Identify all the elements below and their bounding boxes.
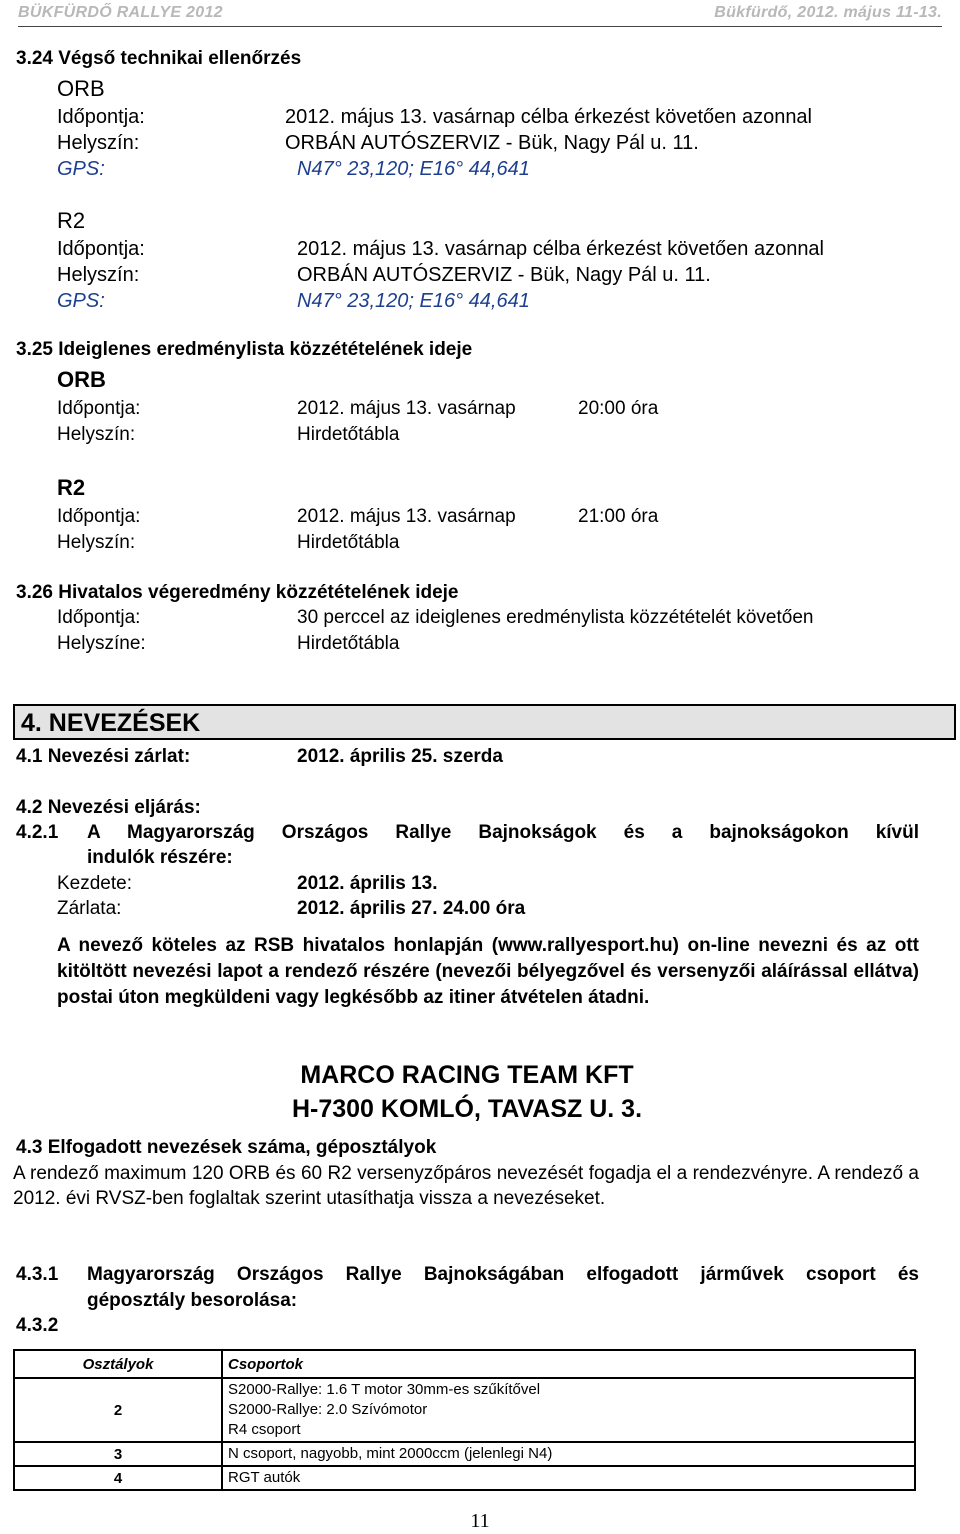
table-cell-groups — [222, 1378, 915, 1442]
s41-label: 4.1 Nevezési zárlat: — [16, 746, 191, 767]
s421-line2: indulók részére: — [87, 847, 233, 868]
s325-r2-place-label: Helyszín: — [57, 532, 136, 553]
group-line: S2000-Rallye: 1.6 T motor 30mm-es szűkítővel — [228, 1381, 541, 1398]
s324-r2-place-value: ORBÁN AUTÓSZERVIZ - Bük, Nagy Pál u. 11. — [297, 264, 711, 286]
s324-orb-gps-value: N47° 23,120; E16° 44,641 — [297, 158, 530, 180]
s421-start-label: Kezdete: — [57, 873, 132, 894]
s325-r2-place-value: Hirdetőtábla — [297, 532, 400, 553]
s324-r2-place-label: Helyszín: — [57, 264, 140, 286]
s324-orb-gps-label: GPS: — [57, 158, 105, 180]
s325-r2-time-value: 2012. május 13. vasárnap — [297, 506, 516, 527]
s325-orb-time-label: Időpontja: — [57, 398, 141, 419]
table-header-classes: Osztályok — [14, 1350, 222, 1378]
table-header-groups: Csoportok — [222, 1350, 915, 1378]
section-3-25-heading: 3.25 Ideiglenes eredménylista közzétételének ideje — [16, 339, 473, 360]
s421-number: 4.2.1 — [16, 822, 59, 843]
s431-line1: Magyarország Országos Rallye Bajnokságában elfogadott járművek csoport és — [87, 1264, 919, 1285]
s326-time-label: Időpontja: — [57, 607, 141, 628]
s421-line1: A Magyarország Országos Rallye Bajnokságok és a bajnokságokon kívül — [87, 822, 919, 843]
s421-paragraph: A nevező köteles az RSB hivatalos honlapján (www.rallyesport.hu) on-line nevezni és az ott kitöltött nevezési lapot a rendező részére (nevezői bélyegzővel és versenyzői aláírással ellátva) postai úton megküldeni vagy legkésőbb az itiner átvételen átadni. — [57, 935, 919, 1008]
header-event-title: BÜKFÜRDŐ RALLYE 2012 — [18, 4, 223, 21]
table-header-row — [14, 1350, 915, 1378]
s324-r2-title: R2 — [57, 208, 86, 233]
s324-orb-place-value: ORBÁN AUTÓSZERVIZ - Bük, Nagy Pál u. 11. — [285, 132, 699, 154]
s324-r2-gps-label: GPS: — [57, 290, 105, 312]
s326-place-value: Hirdetőtábla — [297, 633, 400, 654]
table-row — [14, 1378, 915, 1442]
s324-r2-gps-value: N47° 23,120; E16° 44,641 — [297, 290, 530, 312]
s325-orb-time-value: 2012. május 13. vasárnap — [297, 398, 516, 419]
s324-orb-title: ORB — [57, 76, 105, 101]
s325-r2-time-hour: 21:00 óra — [578, 506, 659, 527]
section-4-title: 4. NEVEZÉSEK — [21, 709, 201, 737]
s325-orb-title: ORB — [57, 367, 106, 392]
s324-orb-time-label: Időpontja: — [57, 106, 145, 128]
section-3-26-heading: 3.26 Hivatalos végeredmény közzétételének ideje — [16, 582, 459, 603]
section-4-banner — [13, 704, 956, 740]
table-cell-class: 2 — [14, 1378, 222, 1442]
s421-end-label: Zárlata: — [57, 898, 122, 919]
s42-label: 4.2 Nevezési eljárás: — [16, 797, 201, 818]
s325-r2-title: R2 — [57, 475, 86, 500]
s326-place-label: Helyszíne: — [57, 633, 146, 654]
page-header — [18, 2, 942, 28]
s326-time-value: 30 perccel az ideiglenes eredménylista közzétételét követően — [297, 607, 814, 628]
s41-value: 2012. április 25. szerda — [297, 746, 503, 767]
section-3-24-heading: 3.24 Végső technikai ellenőrzés — [16, 48, 302, 69]
table-row — [14, 1442, 915, 1466]
table-cell-groups: N csoport, nagyobb, mint 2000ccm (jelenlegi N4) — [222, 1442, 915, 1466]
s325-orb-place-label: Helyszín: — [57, 424, 136, 445]
table-cell-class: 4 — [14, 1466, 222, 1490]
group-line: R4 csoport — [228, 1421, 301, 1438]
table-row — [14, 1466, 915, 1490]
header-rule — [18, 26, 942, 27]
table-cell-groups: RGT autók — [222, 1466, 915, 1490]
s324-r2-time-label: Időpontja: — [57, 238, 145, 260]
s421-start-value: 2012. április 13. — [297, 873, 438, 894]
s324-orb-place-label: Helyszín: — [57, 132, 140, 154]
group-line: S2000-Rallye: 2.0 Szívómotor — [228, 1401, 428, 1418]
s421-address-line1: MARCO RACING TEAM KFT — [300, 1061, 634, 1089]
s325-r2-time-label: Időpontja: — [57, 506, 141, 527]
s324-r2-time-value: 2012. május 13. vasárnap célba érkezést követően azonnal — [297, 238, 825, 260]
page-number: 11 — [470, 1510, 490, 1532]
s43-paragraph: A rendező maximum 120 ORB és 60 R2 versenyzőpáros nevezését fogadja el a rendezvényre. A rendező a 2012. évi RVSZ-ben foglaltak szerint utasíthatja vissza a nevezéseket. — [13, 1163, 919, 1209]
s421-address-line2: H-7300 KOMLÓ, TAVASZ U. 3. — [291, 1095, 643, 1123]
class-table — [13, 1349, 916, 1491]
s432-number: 4.3.2 — [16, 1315, 59, 1336]
s324-orb-time-value: 2012. május 13. vasárnap célba érkezést követően azonnal — [285, 106, 813, 128]
s325-orb-time-hour: 20:00 óra — [578, 398, 659, 419]
s325-orb-place-value: Hirdetőtábla — [297, 424, 400, 445]
table-cell-class: 3 — [14, 1442, 222, 1466]
header-event-date: Bükfürdő, 2012. május 11-13. — [714, 4, 942, 21]
s431-line2: géposztály besorolása: — [87, 1290, 298, 1311]
s43-heading: 4.3 Elfogadott nevezések száma, géposztályok — [16, 1137, 437, 1158]
s431-number: 4.3.1 — [16, 1264, 59, 1285]
s421-end-value: 2012. április 27. 24.00 óra — [297, 898, 526, 919]
